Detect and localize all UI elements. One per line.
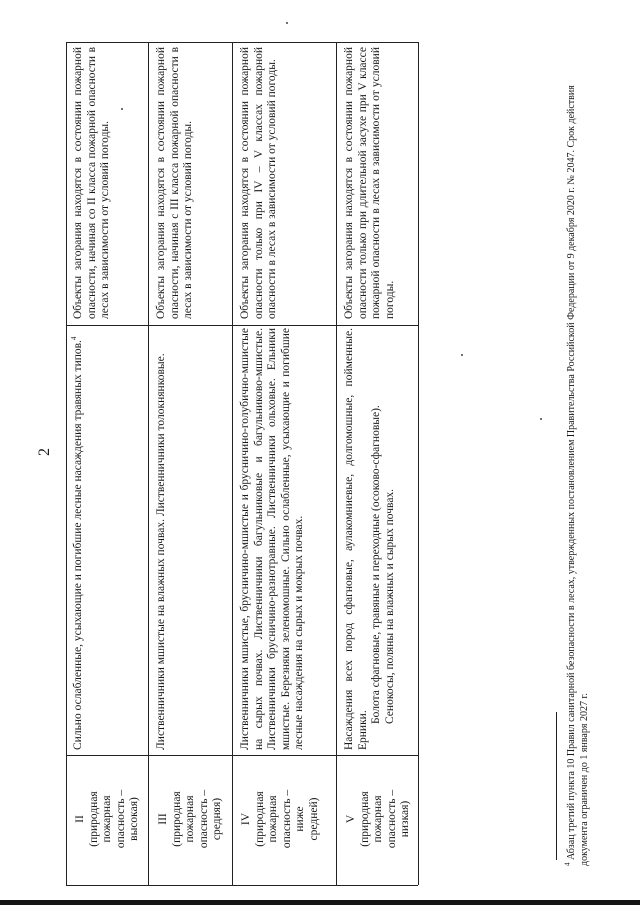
description-paragraph: Насаждения всех пород сфагновые, аулакомниевые, долгомошные, пойменные. Ерники. xyxy=(343,328,369,750)
table-border xyxy=(148,42,149,885)
page-number: 2 xyxy=(36,448,53,456)
table-border xyxy=(336,42,337,885)
description-cell xyxy=(343,328,417,750)
class-cell: II (природная пожарная опасность – высокая) xyxy=(74,789,141,849)
footnote-reference: 4 xyxy=(70,336,79,341)
description-cell: Сильно ослабленные, усыхающие и погибшие лесные насаждения травяных типов.$^4$ xyxy=(70,336,84,750)
description-paragraph: Сенокосы, поляны на влажных и сырых почвах. xyxy=(383,488,396,724)
conditions-cell: Объекты загорания находятся в состоянии пожарной опасности, начиная со II класса пожарной опасности в лесах в зависимости от условий погоды. xyxy=(72,47,112,319)
scan-speck xyxy=(286,22,288,24)
conditions-cell: Объекты загорания находятся в состоянии пожарной опасности только при IV – V классах пожарной опасности в лесах в зависимости от условий погоды. xyxy=(239,47,279,319)
table-border-right xyxy=(418,42,419,885)
table-border-top xyxy=(66,42,418,43)
table-border-left xyxy=(66,42,67,885)
scan-speck xyxy=(461,354,463,356)
class-cell: IV (природная пожарная опасность – ниже средней) xyxy=(240,789,320,849)
table-border xyxy=(232,42,233,885)
table-border-bottom xyxy=(66,885,418,886)
description-cell: Лиственничники мшистые на влажных почвах. Лиственничники толокнянковые. xyxy=(155,353,167,750)
conditions-cell: Объекты загорания находятся в состоянии пожарной опасности, начиная с III класса пожарной опасности в лесах в зависимости от условий погоды. xyxy=(155,47,195,319)
footnote-mark: 4 xyxy=(563,862,572,866)
scan-edge xyxy=(0,900,640,905)
column-separator xyxy=(66,755,418,756)
description-cell: Лиственничники мшистые, брусничино-мшистые и брусничино-голубично-мшистые на сырых почвах. Лиственничники багульниковые и багульниково-мшистые. Лиственничники брусничино-разнотравные. Лиственничники ольховые. Ельники мшистые. Березняки зеленомошные. Сильно ослабленные, усыхающие и погибшие лесные насаждения на сырых и мокрых почвах. xyxy=(239,328,306,750)
footnote-rule xyxy=(556,712,557,860)
class-cell: V (природная пожарная опасность – низкая) xyxy=(345,789,412,849)
class-cell: III (природная пожарная опасность – средняя) xyxy=(157,789,224,849)
conditions-cell: Объекты загорания находятся в состоянии пожарной опасности только при длительной засухе при V классе пожарной опасности в лесах в зависимости от условий погоды. xyxy=(343,47,396,319)
description-paragraph: Болота сфагновые, травяные и переходные (осоково-сфагновые). xyxy=(370,405,383,724)
column-separator xyxy=(66,325,418,326)
scan-speck xyxy=(540,418,542,420)
footnote: $^4$ Абзац третий пункта 10 Правил санитарной безопасности в лесах, утвержденных постановлением Правительства Российской Федерации от 9 декабря 2020 г. № 2047. Срок действия документа ограничен до 1 января 2027 г. xyxy=(563,85,590,866)
